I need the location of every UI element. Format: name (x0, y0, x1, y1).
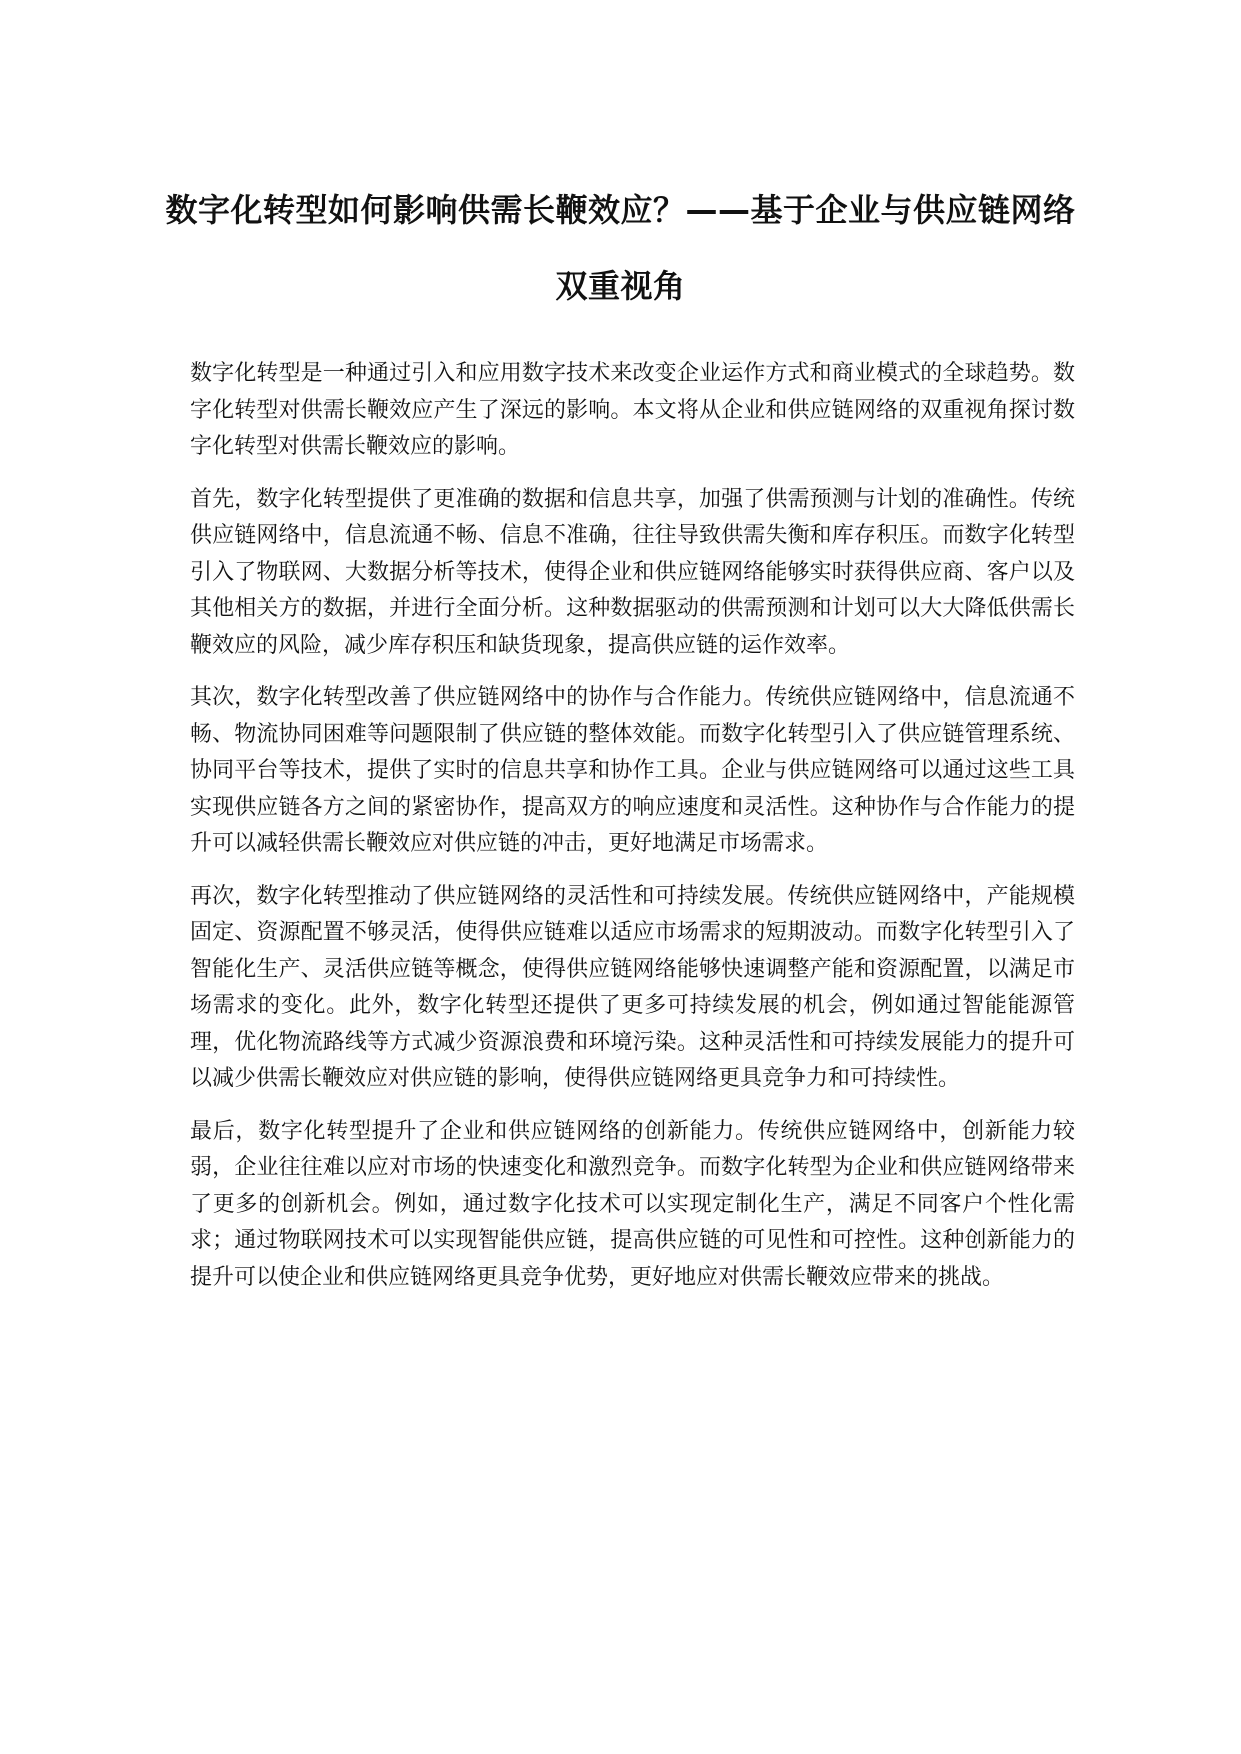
paragraph-intro: 数字化转型是一种通过引入和应用数字技术来改变企业运作方式和商业模式的全球趋势。数字化转型对供需长鞭效应产生了深远的影响。本文将从企业和供应链网络的双重视角探讨数字化转型对供需长鞭效应的影响。 (190, 361, 1075, 459)
paragraph-third: 再次，数字化转型推动了供应链网络的灵活性和可持续发展。传统供应链网络中，产能规模固定、资源配置不够灵活，使得供应链难以适应市场需求的短期波动。而数字化转型引入了智能化生产、灵活供应链等概念，使得供应链网络能够快速调整产能和资源配置，以满足市场需求的变化。此外，数字化转型还提供了更多可持续发展的机会，例如通过智能能源管理，优化物流路线等方式减少资源浪费和环境污染。这种灵活性和可持续发展能力的提升可以减少供需长鞭效应对供应链的影响，使得供应链网络更具竞争力和可持续性。 (190, 883, 1075, 1091)
paragraph-last: 最后，数字化转型提升了企业和供应链网络的创新能力。传统供应链网络中，创新能力较弱，企业往往难以应对市场的快速变化和激烈竞争。而数字化转型为企业和供应链网络带来了更多的创新机会。例如，通过数字化技术可以实现定制化生产，满足不同客户个性化需求；通过物联网技术可以实现智能供应链，提高供应链的可见性和可控性。这种创新能力的提升可以使企业和供应链网络更具竞争优势，更好地应对供需长鞭效应带来的挑战。 (190, 1118, 1075, 1290)
document-body (190, 356, 1075, 1312)
paragraph-first: 首先，数字化转型提供了更准确的数据和信息共享，加强了供需预测与计划的准确性。传统供应链网络中，信息流通不畅、信息不准确，往往导致供需失衡和库存积压。而数字化转型引入了物联网、大数据分析等技术，使得企业和供应链网络能够实时获得供应商、客户以及其他相关方的数据，并进行全面分析。这种数据驱动的供需预测和计划可以大大降低供需长鞭效应的风险，减少库存积压和缺货现象，提高供应链的运作效率。 (190, 486, 1075, 658)
document-title: 数字化转型如何影响供需长鞭效应？——基于企业与供应链网络双重视角 (165, 191, 1076, 305)
paragraph-second: 其次，数字化转型改善了供应链网络中的协作与合作能力。传统供应链网络中，信息流通不畅、物流协同困难等问题限制了供应链的整体效能。而数字化转型引入了供应链管理系统、协同平台等技术，提供了实时的信息共享和协作工具。企业与供应链网络可以通过这些工具实现供应链各方之间的紧密协作，提高双方的响应速度和灵活性。这种协作与合作能力的提升可以减轻供需长鞭效应对供应链的冲击，更好地满足市场需求。 (190, 685, 1075, 856)
